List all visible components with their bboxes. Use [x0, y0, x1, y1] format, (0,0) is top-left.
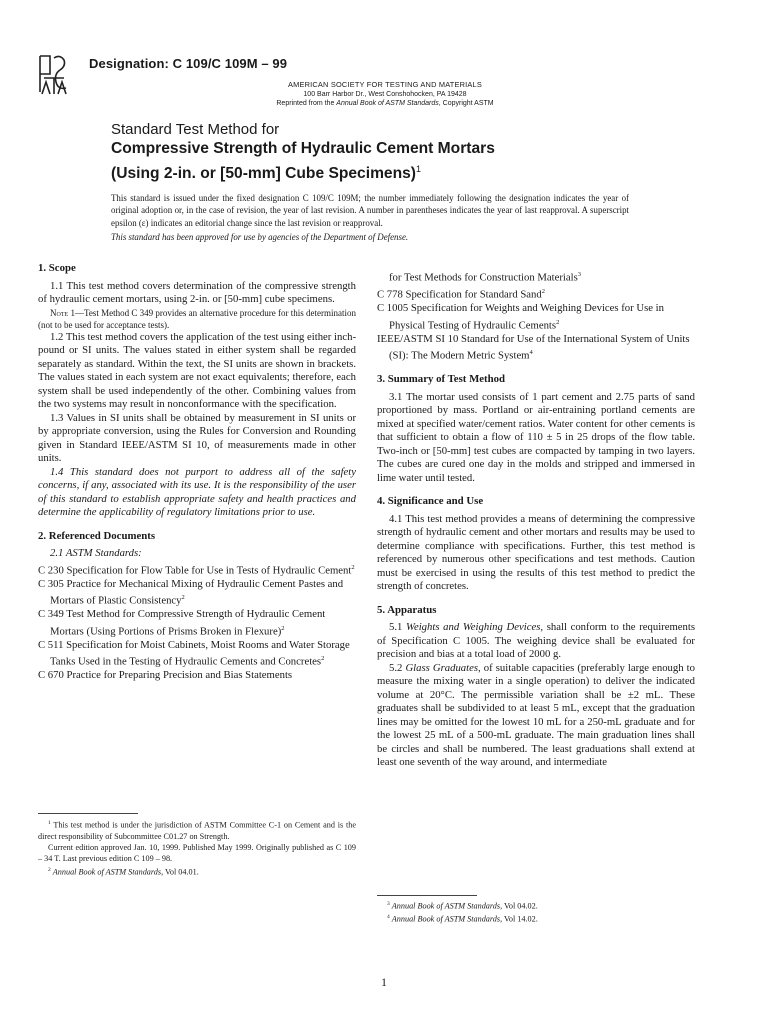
reference-item: [38, 561, 356, 578]
reference-footnote-ref: 3: [577, 271, 581, 278]
section-1-3: 1.3 Values in SI units shall be obtained by measurement in SI units or by appropriate conversion, using the Rules for Conversion and Rounding given in Standard IEEE/ASTM SI 10, of measurements made in other units.: [38, 411, 356, 464]
footnotes-right: [377, 895, 695, 925]
title-line-2: [111, 159, 671, 184]
title-block: [111, 120, 671, 184]
reference-footnote-ref: 2: [556, 318, 560, 326]
dod-approval: This standard has been approved for use by agencies of the Department of Defense.: [111, 232, 409, 243]
reference-footnote-ref: 2: [281, 624, 285, 632]
reprint-suffix: , Copyright ASTM: [438, 100, 494, 108]
reference-item: [38, 639, 356, 670]
section-3-1: 3.1 The mortar used consists of 1 part cement and 2.75 parts of sand proportioned by mass. Portland or air-entraining portland cements are mixed at specified water/cement ratios. Water content for other cements is that sufficient to obtain a flow of 110 ± 5 in 25 drops of the flow table. Two-inch or [50-mm] test cubes are compacted by tamping in two layers. The cubes are cured one day in the molds and stripped and immersed in lime water until tested.: [377, 390, 695, 484]
title-line-1: Compressive Strength of Hydraulic Cement Mortars: [111, 140, 495, 157]
footnote-3-book: Annual Book of ASTM Standards: [391, 901, 501, 911]
section-1-1: 1.1 This test method covers determination of the compressive strength of hydraulic cement mortars, using 2-in. or [50-mm] cube specimens.: [38, 279, 356, 305]
footnote-4-book: Annual Book of ASTM Standards: [391, 914, 501, 924]
apparatus-heading: 5. Apparatus: [377, 603, 437, 616]
section-5-1-text: , shall conform to the requirements of Specification C 1005. The weighing device shall be evaluated for precision and bias at a total load of 2000 g.: [377, 621, 696, 661]
reference-item: [377, 333, 695, 364]
section-5-1-title: Weights and Weighing Devices: [406, 621, 541, 634]
reprint-prefix: Reprinted from the: [276, 100, 337, 108]
footnote-2-book: Annual Book of ASTM Standards: [52, 867, 162, 877]
scope-heading: 1. Scope: [38, 262, 76, 274]
title-footnote-ref: 1: [416, 164, 422, 174]
reference-text: for Test Methods for Construction Materials: [389, 271, 578, 284]
reference-item: [377, 302, 695, 333]
section-5-2-title: Glass Graduates: [405, 661, 479, 674]
reference-footnote-ref: 2: [321, 655, 325, 663]
reference-text: C 1005 Specification for Weights and Weighing Devices for Use in Physical Testing of Hydraulic Cements: [377, 302, 664, 332]
reference-list: [38, 561, 356, 683]
reference-text: C 670 Practice for Preparing Precision and Bias Statements: [38, 669, 293, 682]
title-prefix: Standard Test Method for: [111, 121, 280, 138]
footnote-3: [377, 899, 695, 912]
footnote-1: [38, 818, 356, 842]
footnote-3-vol: , Vol 04.02.: [500, 901, 538, 911]
significance-heading: 4. Significance and Use: [377, 495, 484, 508]
reprint-book: Annual Book of ASTM Standards: [336, 100, 439, 108]
reference-footnote-ref: 2: [541, 288, 545, 296]
reference-item: [38, 578, 356, 609]
astm-logo: [36, 52, 70, 96]
section-4-1: 4.1 This test method provides a means of determining the compressive strength of hydraulic cement and other mortars and results may be used to determine compliance with specifications. Further, this test method is referenced by numerous other specifications and test methods. Caution must be exercised in using the results of this test method to predict the strength of concretes.: [377, 512, 695, 593]
title-line-2-text: (Using 2-in. or [50-mm] Cube Specimens): [111, 165, 416, 183]
footnote-4: [377, 912, 695, 925]
left-column: [38, 262, 356, 683]
footnote-1-mark: 1: [48, 820, 51, 826]
footnote-4-mark: 4: [387, 913, 390, 920]
footnote-rule: [38, 813, 138, 814]
footnote-rule: [377, 895, 477, 896]
reference-text: C 230 Specification for Flow Table for Use in Tests of Hydraulic Cement: [38, 564, 352, 577]
publisher-address: 100 Barr Harbor Dr., West Conshohocken, PA 19428: [303, 90, 467, 98]
footnote-1-edition: Current edition approved Jan. 10, 1999. Published May 1999. Originally published as C 109 – 34 T. Last previous edition C 109 – 98.: [38, 843, 356, 864]
note-1: [38, 307, 356, 331]
footnote-2: [38, 865, 356, 878]
refdocs-heading: 2. Referenced Documents: [38, 529, 156, 542]
note-1-label: Note: [50, 307, 69, 318]
reference-text: C 511 Specification for Moist Cabinets, Moist Rooms and Water Storage Tanks Used in the Testing of Hydraulic Cements and Concretes: [38, 638, 350, 668]
right-column: [377, 268, 695, 770]
reference-item: [377, 285, 695, 302]
reference-list-continued: [377, 268, 695, 363]
intro-block: [111, 192, 629, 244]
footnote-3-mark: 3: [387, 901, 390, 907]
reference-footnote-ref: 2: [181, 594, 185, 602]
footnote-1-text: This test method is under the jurisdiction of ASTM Committee C-1 on Cement and is the direct responsibility of Subcommittee C01.27 on Strength.: [38, 820, 356, 841]
reference-item: [38, 669, 356, 683]
section-5-2-text: , of suitable capacities (preferably large enough to measure the mixing water in a single operation) to deliver the indicated volume at 20°C. The permissible variation shall be ±2 mL. These graduates shall be subdivided to at least 5 mL, except that the graduation lines may be omitted for the lowest 10 mL for a 250-mL graduate and for the lowest 25 mL of a 500-mL graduate. The main graduation lines shall be circles and shall be numbered. The least graduations shall extend at least one seventh of the way around, and intermediate: [377, 661, 695, 769]
reference-item: [377, 268, 695, 285]
reference-text: C 305 Practice for Mechanical Mixing of Hydraulic Cement Pastes and Mortars of Plastic Consistency: [38, 577, 344, 607]
reference-text: C 778 Specification for Standard Sand: [377, 288, 542, 301]
reference-item: [38, 608, 356, 639]
publisher-name: AMERICAN SOCIETY FOR TESTING AND MATERIALS: [287, 80, 483, 89]
section-5-1: [377, 621, 695, 662]
reference-text: C 349 Test Method for Compressive Strength of Hydraulic Cement Mortars (Using Portions of Prisms Broken in Flexure): [38, 608, 326, 638]
issuance-statement: This standard is issued under the fixed designation C 109/C 109M; the number immediately following the designation indicates the year of original adoption or, in the case of revision, the year of last revision. A number in parentheses indicates the year of last reapproval. A superscript epsilon (ε) indicates an editorial change since the last revision or reapproval.: [111, 193, 629, 228]
reference-text: IEEE/ASTM SI 10 Standard for Use of the International System of Units (SI): The Modern Metric System: [377, 332, 690, 362]
section-5-1-num: 5.1: [389, 621, 407, 634]
designation: Designation: C 109/C 109M – 99: [89, 56, 288, 71]
astm-standards-label: 2.1 ASTM Standards:: [50, 547, 142, 559]
page-number: 1: [381, 975, 387, 989]
publisher-block: [262, 80, 508, 109]
section-1-2: 1.2 This test method covers the application of the test using either inch-pound or SI units. The values stated in either system shall be regarded separately as standard. Within the text, the SI units are shown in brackets. The values stated in each system are not exact equivalents; therefore, each system shall be used independently of the other. Combining values from the two systems may result in nonconformance with the specification.: [38, 330, 356, 410]
reference-footnote-ref: 2: [351, 563, 355, 571]
section-5-2: [377, 662, 695, 770]
reference-footnote-ref: 4: [529, 349, 533, 357]
footnote-2-vol: , Vol 04.01.: [161, 867, 199, 877]
section-5-2-num: 5.2: [389, 661, 406, 674]
note-1-text: 1—Test Method C 349 provides an alternative procedure for this determination (not to be used for acceptance tests).: [38, 307, 356, 330]
footnote-2-mark: 2: [48, 866, 51, 873]
footnotes-left: [38, 813, 356, 877]
summary-heading: 3. Summary of Test Method: [377, 373, 506, 386]
footnote-4-vol: , Vol 14.02.: [500, 914, 538, 924]
section-1-4: 1.4 This standard does not purport to address all of the safety concerns, if any, associated with its use. It is the responsibility of the user of this standard to establish appropriate safety and health practices and determine the applicability of regulatory limitations prior to use.: [38, 465, 356, 518]
reprint-line: [262, 99, 508, 109]
